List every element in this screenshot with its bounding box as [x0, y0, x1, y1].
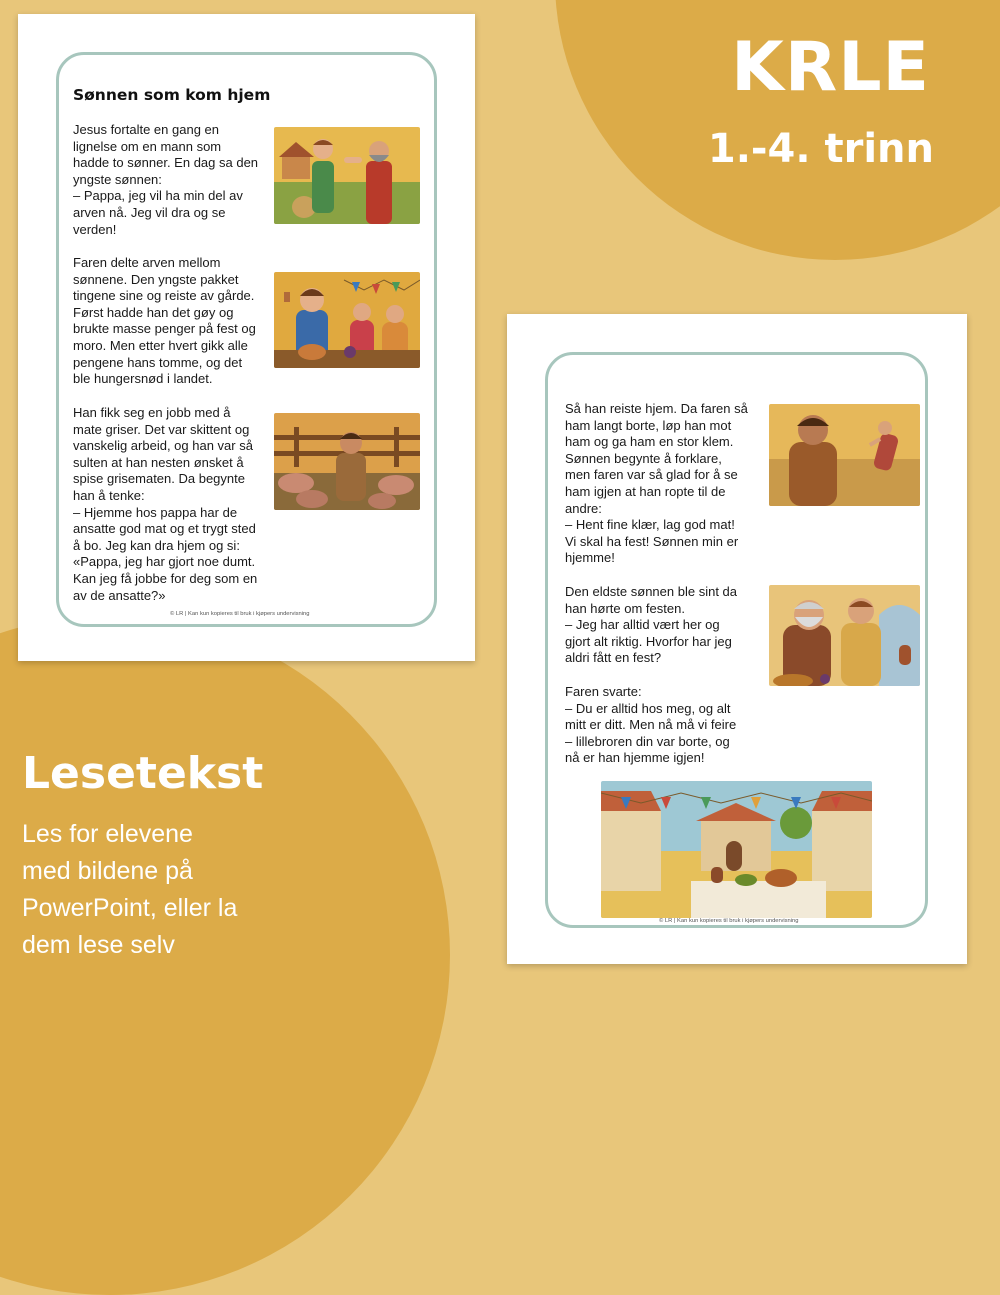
text-line: – Hent fine klær, lag god mat!	[565, 517, 735, 533]
worksheet-page-1	[18, 14, 475, 661]
text-line: ham langt borte, løp han mot	[565, 417, 732, 433]
illustration-homecoming	[769, 404, 920, 506]
illustration-party	[274, 272, 420, 368]
story-paragraph	[565, 401, 748, 567]
illustration-courtyard-feast	[601, 781, 872, 918]
text-line: Sønnen begynte å forklare,	[565, 450, 722, 466]
text-line: – Pappa, jeg vil ha min del av	[73, 188, 243, 204]
text-line: sønnene. Den yngste pakket	[73, 271, 239, 287]
text-line: han hørte om festen.	[565, 600, 685, 616]
story-title: Sønnen som kom hjem	[73, 86, 271, 104]
illustration-son-leaving	[274, 127, 420, 224]
text-line: – Jeg har alltid vært her og	[565, 617, 720, 633]
text-line: arven nå. Jeg vil dra og se	[73, 204, 226, 220]
text-line: mate griser. Det var skittent og	[73, 421, 250, 437]
illustration-father-elder-son	[769, 585, 920, 686]
text-line: hadde to sønner. En dag sa den	[73, 155, 259, 171]
text-line: tingene sine og reiste av gårde.	[73, 288, 255, 304]
copyright-footer: © LR | Kan kun kopieres til bruk i kjøpers undervisning	[170, 611, 310, 617]
story-paragraph	[73, 255, 256, 388]
worksheet-page-2	[507, 314, 967, 964]
promo-line: PowerPoint, eller la	[22, 894, 238, 922]
text-line: «Pappa, jeg har gjort noe dumt.	[73, 554, 256, 570]
text-line: Først hadde han det gøy og	[73, 304, 234, 320]
text-line: ham igjen at han ropte til de	[565, 483, 726, 499]
text-line: Faren delte arven mellom	[73, 255, 221, 270]
text-line: andre:	[565, 500, 602, 516]
story-paragraph	[565, 584, 737, 667]
text-line: Han fikk seg en jobb med å	[73, 405, 231, 420]
text-line: – Hjemme hos pappa har de	[73, 504, 238, 520]
text-line: pengene hans tomme, og det	[73, 354, 243, 370]
grade-label: 1.-4. trinn	[707, 126, 934, 172]
text-line: – Du er alltid hos meg, og alt	[565, 700, 731, 716]
text-line: ble hungersnød i landet.	[73, 371, 213, 387]
text-line: moro. Men etter hvert gikk alle	[73, 337, 248, 353]
promo-description	[22, 816, 322, 964]
promo-title: Lesetekst	[22, 748, 264, 799]
text-line: mitt er ditt. Men nå må vi feire	[565, 717, 737, 733]
text-line: vanskelig arbeid, og han var så	[73, 438, 253, 454]
story-paragraph	[73, 122, 258, 238]
text-line: hjemme!	[565, 550, 615, 566]
promo-line: Les for elevene	[22, 820, 193, 848]
text-line: Jesus fortalte en gang en	[73, 122, 219, 137]
text-line: – lillebroren din var borte, og	[565, 733, 730, 749]
illustration-pig-farm	[274, 413, 420, 510]
text-line: av de ansatte?»	[73, 587, 166, 603]
text-line: Den eldste sønnen ble sint da	[565, 584, 737, 599]
text-line: gjort alt riktig. Hvorfor har jeg	[565, 633, 732, 649]
text-line: men faren var så glad for å se	[565, 467, 738, 483]
text-line: Så han reiste hjem. Da faren så	[565, 401, 748, 416]
subject-title: KRLE	[731, 28, 930, 107]
promo-line: med bildene på	[22, 857, 193, 885]
text-line: Faren svarte:	[565, 684, 642, 699]
promo-line: dem lese selv	[22, 931, 175, 959]
text-line: Kan jeg få jobbe for deg som en	[73, 570, 258, 586]
text-line: å bo. Jeg kan dra hjem og si:	[73, 537, 240, 553]
text-line: han å tenke:	[73, 487, 145, 503]
text-line: ham og ga ham en stor klem.	[565, 434, 734, 450]
text-line: ansatte god mat og et trygt sted	[73, 521, 256, 537]
text-line: brukte masse penger på fest og	[73, 321, 256, 337]
story-paragraph	[73, 405, 257, 604]
text-line: spise grisematen. Da begynte	[73, 471, 245, 487]
copyright-footer: © LR | Kan kun kopieres til bruk i kjøpers undervisning	[659, 918, 799, 924]
text-line: yngste sønnen:	[73, 171, 162, 187]
text-line: nå er han hjemme igjen!	[565, 750, 705, 766]
text-line: aldri fått en fest?	[565, 650, 662, 666]
text-line: lignelse om en mann som	[73, 138, 222, 154]
text-line: Vi skal ha fest! Sønnen min er	[565, 533, 739, 549]
text-line: verden!	[73, 221, 117, 237]
story-paragraph	[565, 684, 736, 767]
text-line: sulten at han nesten ønsket å	[73, 454, 244, 470]
